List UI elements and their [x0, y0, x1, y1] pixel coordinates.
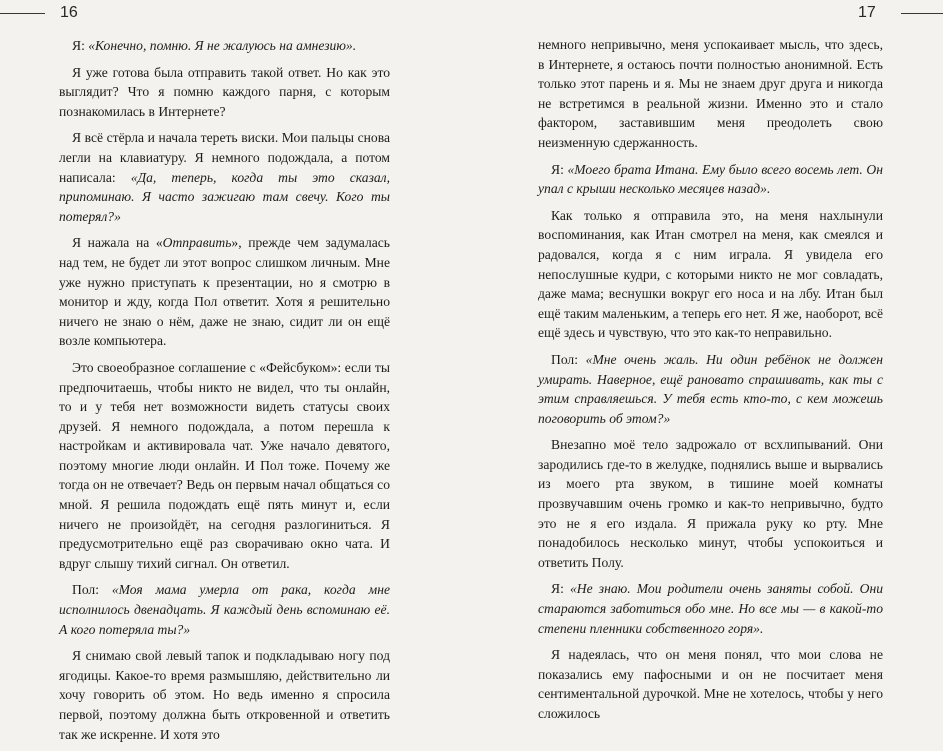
paragraph: [59, 128, 390, 226]
header-rule-left: [0, 13, 45, 14]
paragraph: [59, 580, 390, 639]
speaker-label: Я:: [551, 581, 570, 597]
paragraph-text: Это своеобразное соглашение с «Фейсбуком»: если ты предпочитаешь, чтобы никто не видел, что ты онлайн, то и у тебя нет возможности видеть статусы своих друзей. Я немного подождала, а потом перешла к настройкам и активировала чат. Уже начало девятого, поэтому многие люди онлайн. И Пол тоже. Почему же тогда он не отвечает? Ведь он первым начал общаться со мной. Я решила подождать ещё пять минут и, если ничего не произойдёт, на сегодня разлогиниться. Я предусмотрительно ещё раз сворачиваю окно чата. И вдруг слышу тихий сигнал. Он ответил.: [59, 359, 390, 571]
paragraph: [538, 435, 883, 572]
paragraph-text: », прежде чем задумалась над тем, не будет ли этот вопрос слишком личным. Мне уже нужно приступать к презентации, но я смотрю в монитор и жду, когда Пол ответит. Хотя я решительно ничего не знаю о нём, даже не знаю, сидит ли он ещё возле компьютера.: [59, 235, 390, 349]
paragraph-text: Я уже готова была отправить такой ответ. Но как это выглядит? Что я помню каждого парня, с которым познакомилась в Интернете?: [59, 64, 390, 119]
speaker-label: Пол:: [72, 582, 112, 598]
paragraph-text: Я снимаю свой левый тапок и подкладываю ногу под ягодицы. Какое-то время размышляю, действительно ли хочу говорить об этом. Но ведь именно я спросила первой, поэтому должна быть откровенной и ответить так же искренне. И хотя это: [59, 648, 390, 742]
speaker-label: Я:: [551, 161, 568, 177]
chat-message: «Моя мама умерла от рака, когда мне исполнилось двенадцать. Я каждый день вспоминаю её. А кого потеряла ты?»: [59, 582, 390, 637]
paragraph-text: немного непривычно, меня успокаивает мысль, что здесь, в Интернете, я остаюсь почти полностью анонимной. Есть только этот парень и я. Мы не знаем друг друга и никогда не встретимся в реальной жизни. Именно это и стало фактором, заставившим меня преодолеть свою неизменную сдержанность.: [538, 37, 883, 150]
paragraph: [59, 63, 390, 122]
paragraph: [59, 36, 390, 56]
paragraph: [538, 35, 883, 153]
header-rule-right: [901, 13, 943, 14]
page-number-left: 16: [60, 4, 78, 21]
paragraph: [59, 358, 390, 574]
speaker-label: Я:: [72, 38, 89, 53]
paragraph: [59, 646, 390, 744]
paragraph: [538, 160, 883, 199]
right-page-text: [538, 35, 883, 731]
paragraph-text: Я всё стёрла и начала тереть виски. Мои пальцы снова легли на клавиатуру. Я немного подождала, а потом написала:: [59, 130, 390, 185]
paragraph: [538, 350, 883, 428]
chat-message: «Не знаю. Мои родители очень заняты собой. Они стараются заботиться обо мне. Но все мы — в какой-то степени пленники собственного горя».: [538, 581, 883, 636]
page-number-right: 17: [858, 4, 876, 21]
paragraph: [59, 233, 390, 351]
paragraph-text: Внезапно моё тело задрожало от всхлипываний. Они зародились где-то в желудке, поднялись выше и вырвались из моего рта звуком, в тишине моей комнаты прозвучавшим очень громко и как-то непривычно, будто это не я его издала. Я прижала руку ко рту. Мне понадобилось несколько минут, чтобы успокоиться и ответить Полу.: [538, 437, 883, 570]
left-page-text: [59, 36, 390, 751]
paragraph-text: Я надеялась, что он меня понял, что мои слова не показались ему пафосными и он не посчитает меня сентиментальной дурочкой. Мне не хотелось, чтобы у него сложилось: [538, 647, 883, 721]
paragraph: [538, 206, 883, 343]
chat-message: «Моего брата Итана. Ему было всего восемь лет. Он упал с крыши несколько месяцев назад».: [538, 161, 883, 197]
paragraph: [538, 579, 883, 638]
speaker-label: Пол:: [551, 351, 586, 367]
paragraph-text: Я нажала на «: [72, 235, 163, 251]
chat-message: «Мне очень жаль. Ни один ребёнок не должен умирать. Наверное, ещё рановато спрашивать, как ты с этим справляешься. У тебя есть кто-то, с кем можешь поговорить об этом?»: [538, 351, 883, 426]
paragraph: [538, 645, 883, 723]
button-name: Отправить: [162, 235, 232, 251]
chat-message: «Да, теперь, когда ты это сказал, припоминаю. Я часто зажигаю там свечу. Кого ты потерял?»: [59, 169, 390, 224]
chat-message: «Конечно, помню. Я не жалуюсь на амнезию».: [88, 38, 357, 53]
paragraph-text: Как только я отправила это, на меня нахлынули воспоминания, как Итан смотрел на меня, как смеялся и радовался, когда я с ним играла. Я увидела его непослушные кудри, с которыми никто не мог совладать, даже мама; веснушки вокруг его носа и на лбу. Итан был ещё таким маленьким, а теперь его нет. Я же, наоборот, всё ещё здесь и чувствую, что это как-то неправильно.: [538, 207, 883, 341]
